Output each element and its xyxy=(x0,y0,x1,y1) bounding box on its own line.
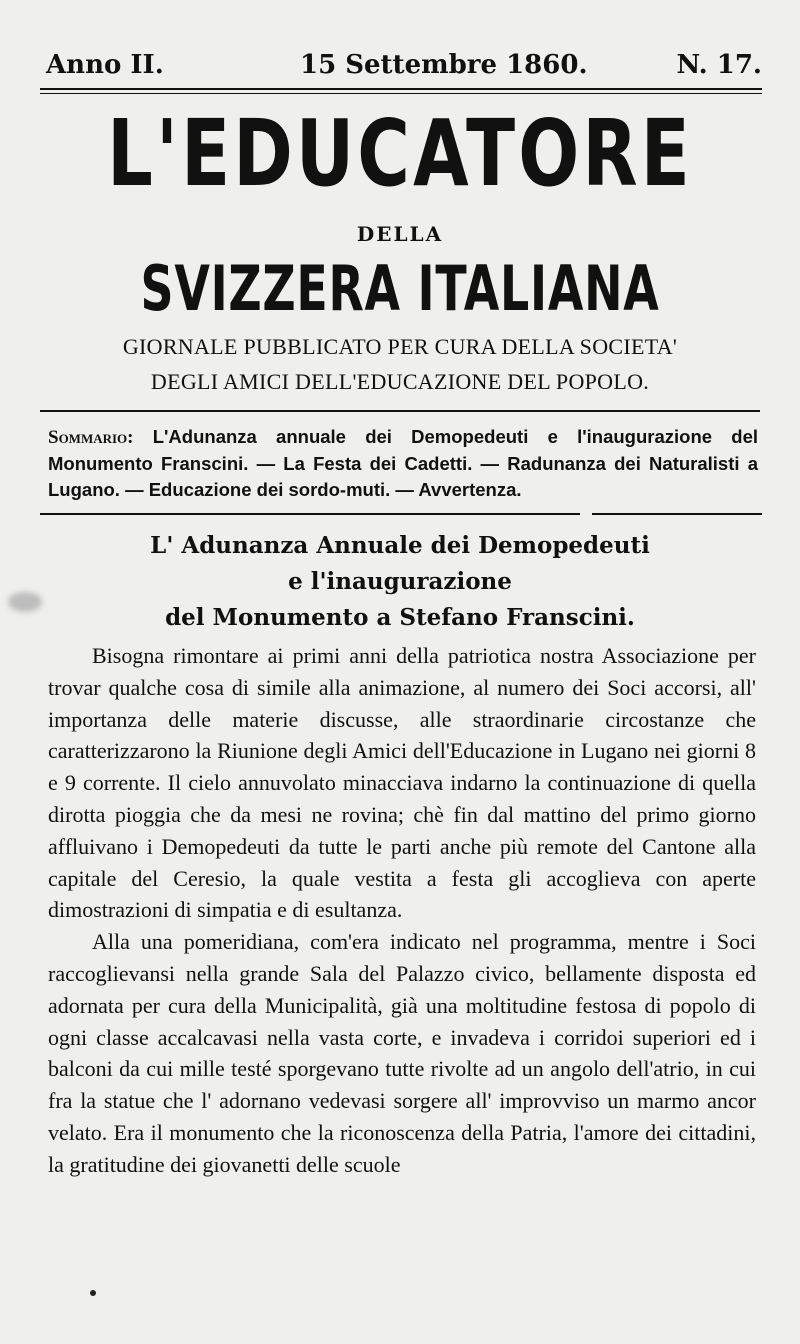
article-paragraph-2: Alla una pomeridiana, com'era indicato nel programma, mentre i Soci raccoglievansi nella grande Sala del Palazzo civico, bellamente disposta ed adornata per cura della Municipalità, già una moltitudine festosa di popolo di ogni classe accalcavasi nella vasta corte, e invadeva i corridoi superiori ed i balconi da cui mille testé sporgevano tutte rivolte ad un angolo dell'atrio, in cui fra la statue che l' adornano vedevasi sorgere all' improvviso un marmo ancor velato. Era il monumento che la riconoscenza della Patria, l'amore dei cittadini, la gratitudine dei giovanetti delle scuole xyxy=(48,929,756,1177)
article-headline-3: del Monumento a Stefano Franscini. xyxy=(165,604,635,631)
article-headline-1: L' Adunanza Annuale dei Demopedeuti xyxy=(150,532,650,559)
issue-number: N. 17. xyxy=(676,50,762,80)
subtitle-line-2: DEGLI AMICI DELL'EDUCAZIONE DEL POPOLO. xyxy=(150,369,650,394)
summary-text: L'Adunanza annuale dei Demopedeuti e l'inaugurazione del Monumento Franscini. — La Festa dei Cadetti. — Radunanza dei Naturalisti a Lugano. — Educazione dei sordo-muti. — Avvertenza. xyxy=(48,426,758,500)
ink-smudge xyxy=(8,592,42,612)
header-rule xyxy=(40,410,760,412)
summary-rule-left xyxy=(40,513,580,515)
ink-dot xyxy=(90,1290,96,1296)
issue-year: Anno II. xyxy=(46,50,164,80)
summary-label: Sommario: xyxy=(48,427,134,448)
summary xyxy=(48,424,758,503)
article-paragraph-1: Bisogna rimontare ai primi anni della patriotica nostra Associazione per trovar qualche cosa di simile alla animazione, al numero dei Soci accorsi, all' importanza delle materie discusse, alle straordinarie circostanze che caratterizzarono la Riunione degli Amici dell'Educazione in Lugano nei giorni 8 e 9 corrente. Il cielo annuvolato minacciava indarno la continuazione di quella dirotta pioggia che da mesi ne rovina; chè fin dal mattino del primo giorno affluivano i Demopedeuti da tutte le parti anche più remote del Cantone alla capitale del Ceresio, la quale vestita a festa gli accoglieva con aperte dimostrazioni di simpatia e di esultanza. xyxy=(48,643,756,923)
summary-rule-right xyxy=(592,513,762,515)
newspaper-title: L'EDUCATORE xyxy=(107,100,693,207)
subtitle-line-1: GIORNALE PUBBLICATO PER CURA DELLA SOCIETA' xyxy=(122,334,678,359)
article-body xyxy=(48,640,756,1181)
masthead-rule xyxy=(40,88,762,94)
masthead-line xyxy=(40,50,762,90)
article-headline-2: e l'inaugurazione xyxy=(288,568,512,595)
issue-date: 15 Settembre 1860. xyxy=(300,50,588,80)
title-della: DELLA xyxy=(356,222,444,246)
newspaper-region: SVIZZERA ITALIANA xyxy=(140,252,660,325)
